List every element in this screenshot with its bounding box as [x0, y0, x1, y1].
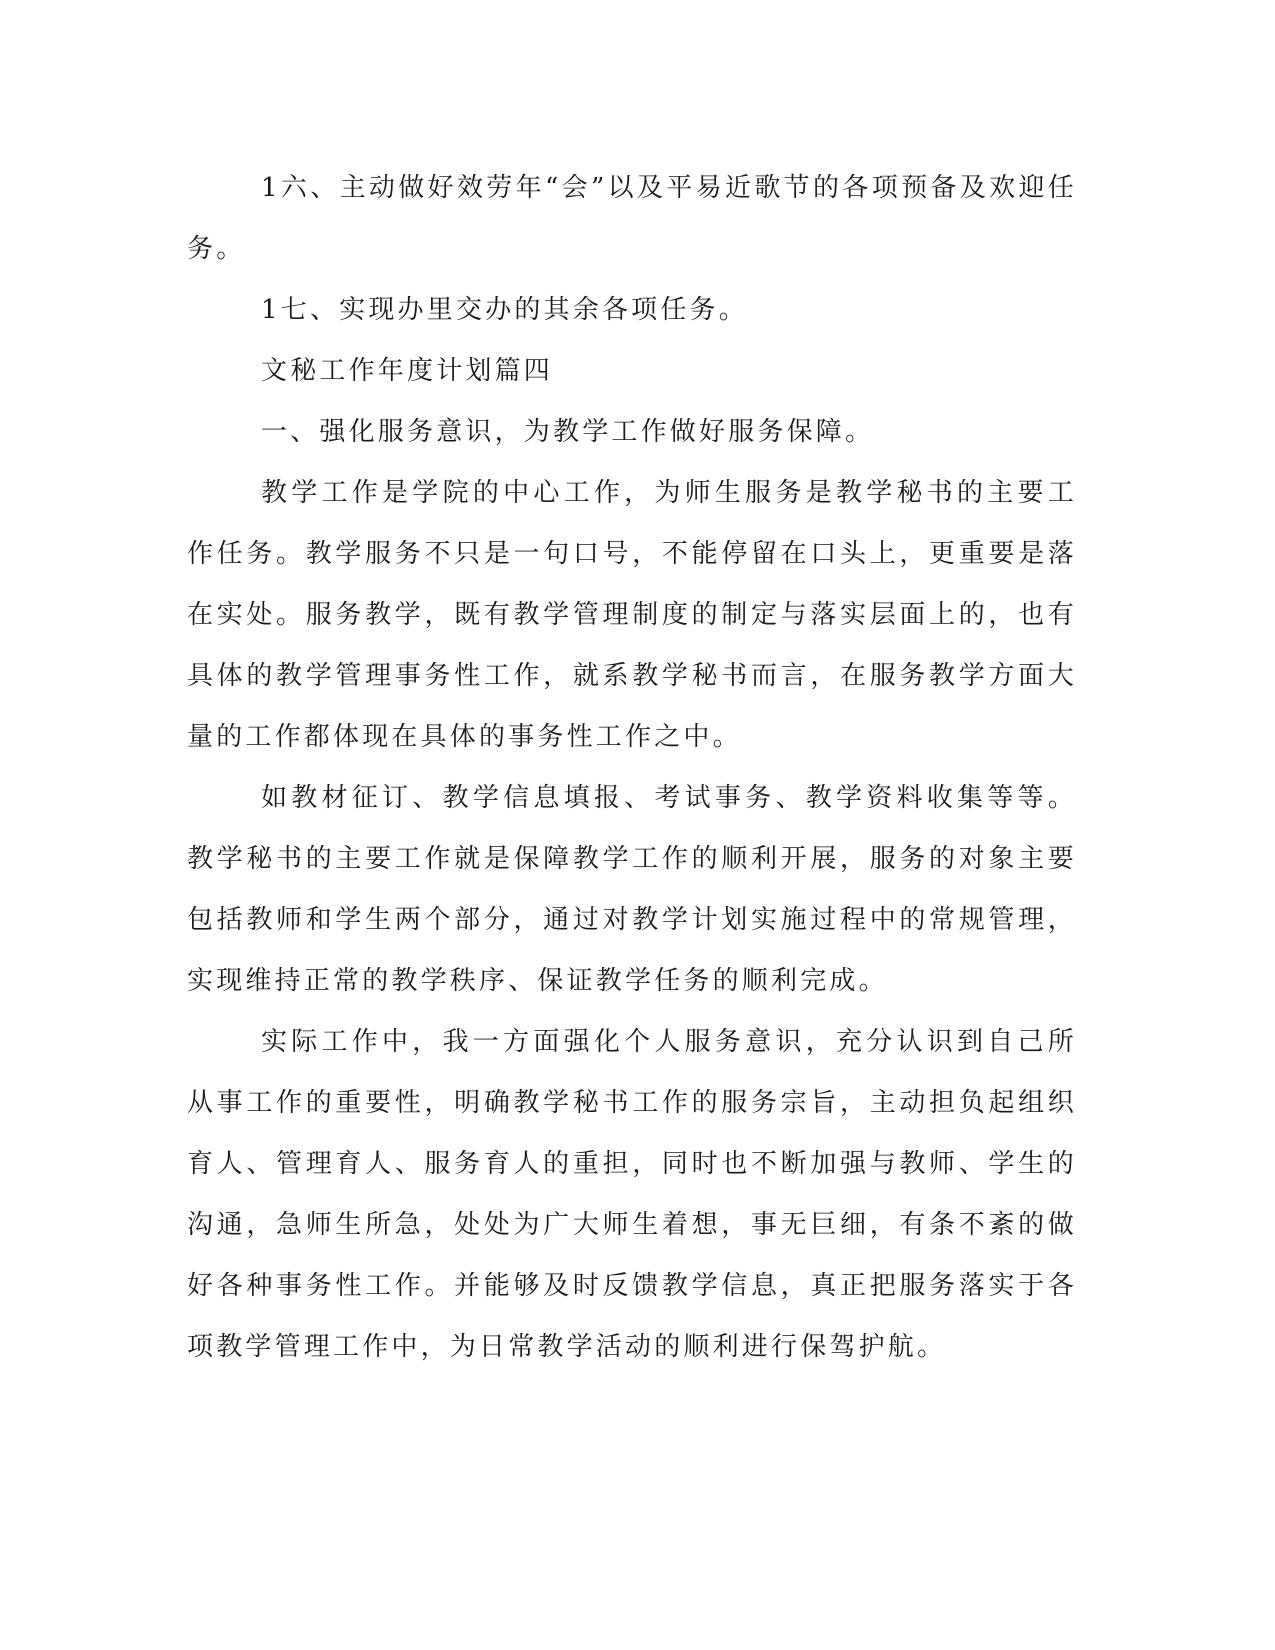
paragraph-item-17: 1七、实现办里交办的其余各项任务。 — [261, 295, 748, 325]
body-paragraph: 如教材征订、教学信息填报、考试事务、教学资料收集等等。教学秘书的主要工作就是保障教学工作的顺利开展，服务的对象主要包括教师和学生两个部分，通过对教学计划实施过程中的常规管理，实现维持正常的教学秩序、保证教学任务的顺利完成。 — [187, 783, 1077, 996]
body-paragraph: 实际工作中，我一方面强化个人服务意识，充分认识到自己所从事工作的重要性，明确教学秘书工作的服务宗旨，主动担负起组织育人、管理育人、服务育人的重担，同时也不断加强与教师、学生的沟通，急师生所急，处处为广大师生着想，事无巨细，有条不紊的做好各种事务性工作。并能够及时反馈教学信息，真正把服务落实于各项教学管理工作中，为日常教学活动的顺利进行保驾护航。 — [187, 1027, 1077, 1362]
body-paragraph: 教学工作是学院的中心工作，为师生服务是教学秘书的主要工作任务。教学服务不只是一句口号，不能停留在口头上，更重要是落在实处。服务教学，既有教学管理制度的制定与落实层面上的，也有具体的教学管理事务性工作，就系教学秘书而言，在服务教学方面大量的工作都体现在具体的事务性工作之中。 — [187, 478, 1077, 752]
section-heading: 文秘工作年度计划篇四 — [261, 356, 554, 386]
subsection-heading: 一、强化服务意识，为教学工作做好服务保障。 — [261, 417, 875, 447]
paragraph-item-16: 1六、主动做好效劳年“会”以及平易近歌节的各项预备及欢迎任务。 — [187, 173, 1077, 264]
document-body — [187, 158, 1077, 1378]
